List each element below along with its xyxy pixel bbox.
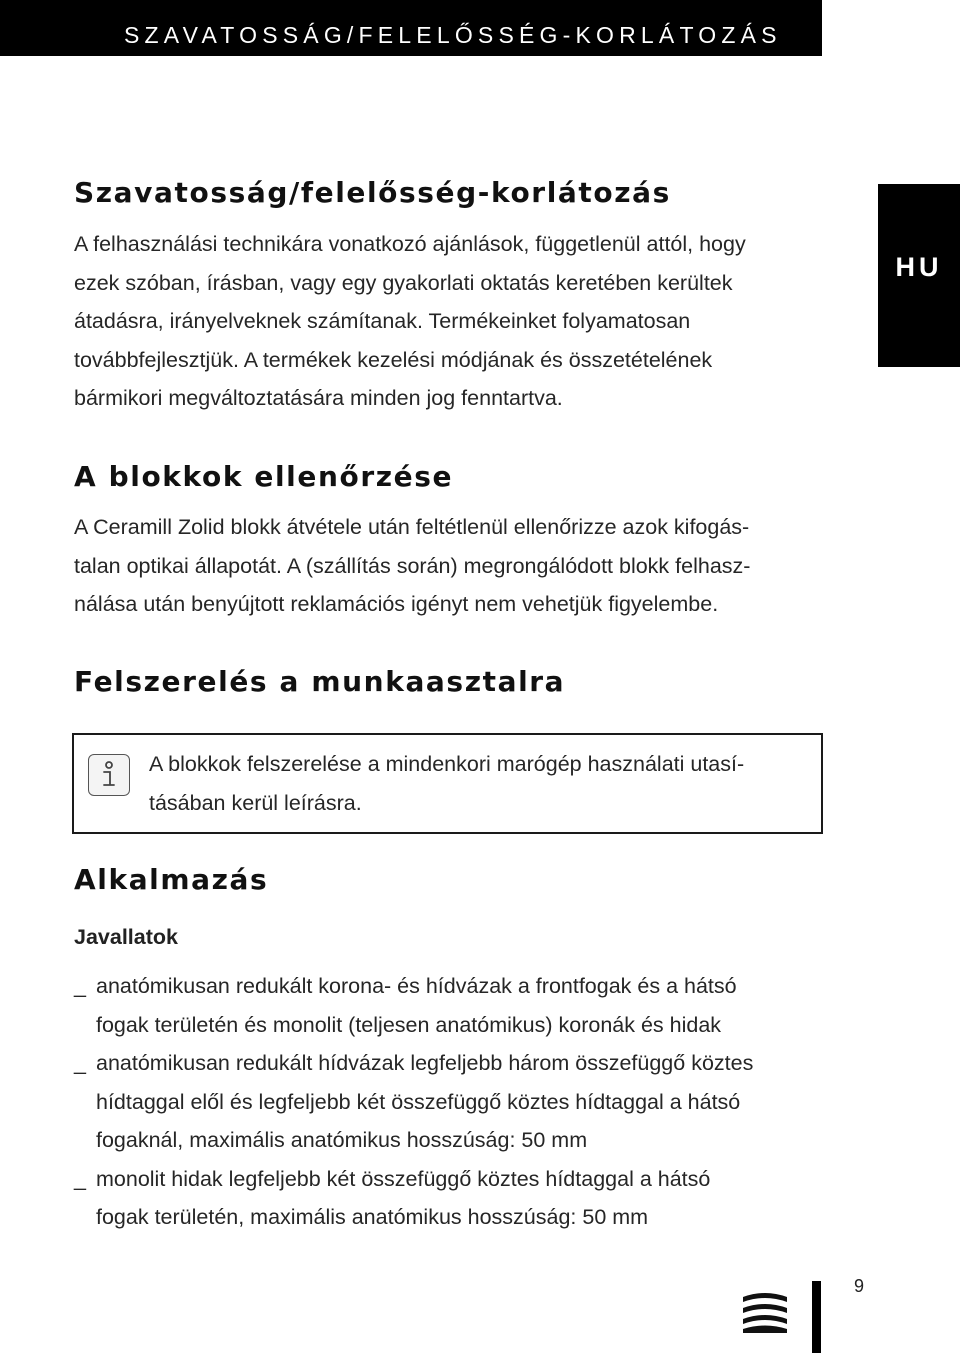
paragraph-line: talan optikai állapotát. A (szállítás során) megrongálódott blokk felhasz- xyxy=(74,553,751,578)
bullet-marker: _ xyxy=(74,1051,86,1075)
note-line: A blokkok felszerelése a mindenkori marógép használati utasí- xyxy=(149,752,745,776)
paragraph-line: A felhasználási technikára vonatkozó ajánlások, függetlenül attól, hogy xyxy=(74,232,746,256)
list-item-line: fogak területén és monolit (teljesen anatómikus) koronák és hidak xyxy=(96,1012,722,1037)
paragraph-line: A Ceramill Zolid blokk átvétele után feltétlenül ellenőrizze azok kifogás- xyxy=(74,515,750,539)
warranty-heading: Szavatosság/felelősség-korlátozás xyxy=(74,176,671,209)
application-heading: Alkalmazás xyxy=(74,863,269,896)
list-item-line: anatómikusan redukált hídvázak legfeljebb három összefüggő köztes xyxy=(96,1051,754,1075)
footer-rule xyxy=(812,1281,821,1353)
paragraph-line: ezek szóban, írásban, vagy egy gyakorlati oktatás keretében kerültek xyxy=(74,270,733,295)
header-bar xyxy=(0,0,822,56)
page-number: 9 xyxy=(854,1276,865,1296)
language-code: HU xyxy=(895,252,943,282)
bullet-marker: _ xyxy=(74,974,86,998)
check-heading: A blokkok ellenőrzése xyxy=(74,460,454,493)
list-item-line: fogak területén, maximális anatómikus hosszúság: 50 mm xyxy=(96,1205,649,1229)
check-paragraph xyxy=(74,508,750,624)
bullet-marker: _ xyxy=(74,1166,86,1191)
list-item-line: hídtaggal elől és legfeljebb két összefüggő köztes hídtaggal a hátsó xyxy=(96,1089,741,1114)
mounting-heading: Felszerelés a munkaasztalra xyxy=(74,665,566,698)
paragraph-line: átadásra, irányelveknek számítanak. Termékeinket folyamatosan xyxy=(74,309,691,333)
list-item-line: anatómikusan redukált korona- és hídvázak a frontfogak és a hátsó xyxy=(96,974,737,998)
paragraph-line: nálása után benyújtott reklamációs igényt nem vehetjük figyelembe. xyxy=(74,592,719,616)
note-box xyxy=(72,733,823,834)
paragraph-line: bármikori megváltoztatására minden jog fenntartva. xyxy=(74,386,563,410)
note-text xyxy=(149,745,744,822)
info-icon xyxy=(88,754,130,796)
header-title: SZAVATOSSÁG/FELELŐSSÉG-KORLÁTOZÁS xyxy=(124,22,782,48)
warranty-paragraph xyxy=(74,225,746,418)
indications-subheading: Javallatok xyxy=(74,925,178,949)
indications-list xyxy=(74,967,753,1237)
language-tab xyxy=(878,184,960,367)
list-item-line: monolit hidak legfeljebb két összefüggő köztes hídtaggal a hátsó xyxy=(96,1166,711,1191)
list-item xyxy=(74,1044,753,1160)
note-line: tásában kerül leírásra. xyxy=(149,790,362,815)
list-item xyxy=(74,967,753,1044)
paragraph-line: továbbfejlesztjük. A termékek kezelési módjának és összetételének xyxy=(74,347,713,372)
list-item-line: fogaknál, maximális anatómikus hosszúság: 50 mm xyxy=(96,1128,588,1152)
brand-logo-icon xyxy=(740,1289,790,1333)
list-item xyxy=(74,1160,753,1237)
